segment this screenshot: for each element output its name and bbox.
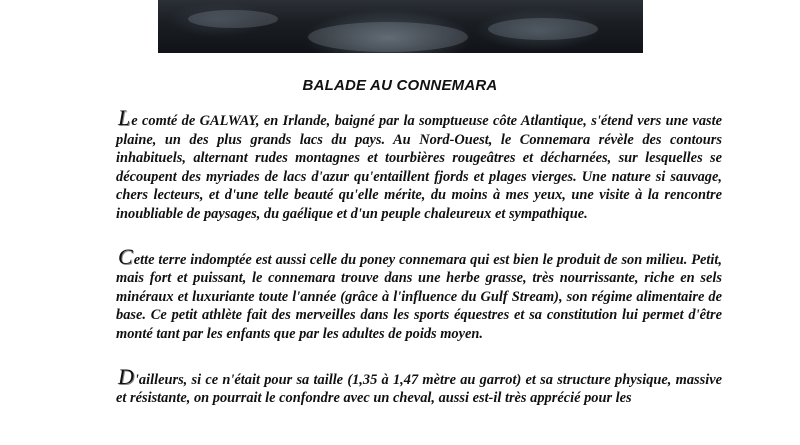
- wave-highlight: [188, 10, 278, 28]
- wave-highlight: [488, 18, 598, 40]
- document-title: BALADE AU CONNEMARA: [302, 77, 498, 94]
- wave-highlight: [308, 22, 468, 52]
- header-photo: [158, 0, 643, 53]
- paragraph-1-text: e comté de GALWAY, en Irlande, baigné par la somptueuse côte Atlantique, s'étend vers une vaste plaine, un des plus grands lacs du pays. Au Nord-Ouest, le Connemara révèle des contours inhabituels, alternant rudes montagnes et tourbières rougeâtres et décharnées, sur lesquelles se découpent des myriades de lacs d'azur qu'entaillent fjords et plages vierges. Une nature si sauvage, chers lecteurs, et d'une telle beauté qu'elle mérite, du moins à mes yeux, une visite à la rencontre inoubliable de paysages, du gaélique et d'un peuple chaleureux et sympathique.: [116, 113, 722, 222]
- paragraph-2: Cette terre indomptée est aussi celle du poney connemara qui est bien le produit de son milieu. Petit, mais fort et puissant, le connemara trouve dans une herbe grasse, très nourrissante, riche en sels minéraux et luxuriante toute l'année (grâce à l'influence du Gulf Stream), son régime alimentaire de base. Ce petit athlète fait des merveilles dans les sports équestres et sa constitution lui permet d'être monté tant par les enfants que par les adultes de poids moyen.: [116, 243, 722, 342]
- paragraph-1: Le comté de GALWAY, en Irlande, baigné par la somptueuse côte Atlantique, s'étend vers une vaste plaine, un des plus grands lacs du pays. Au Nord-Ouest, le Connemara révèle des contours inhabituels, alternant rudes montagnes et tourbières rougeâtres et décharnées, sur lesquelles se découpent des myriades de lacs d'azur qu'entaillent fjords et plages vierges. Une nature si sauvage, chers lecteurs, et d'une telle beauté qu'elle mérite, du moins à mes yeux, une visite à la rencontre inoubliable de paysages, du gaélique et d'un peuple chaleureux et sympathique.: [116, 105, 722, 222]
- paragraph-2-text: ette terre indomptée est aussi celle du poney connemara qui est bien le produit de son milieu. Petit, mais fort et puissant, le connemara trouve dans une herbe grasse, très nourrissante, riche en sels minéraux et luxuriante toute l'année (grâce à l'influence du Gulf Stream), son régime alimentaire de base. Ce petit athlète fait des merveilles dans les sports équestres et sa constitution lui permet d'être monté tant par les enfants que par les adultes de poids moyen.: [116, 251, 722, 342]
- paragraph-3: D'ailleurs, si ce n'était pour sa taille (1,35 à 1,47 mètre au garrot) et sa structure physique, massive et résistante, on pourrait le confondre avec un cheval, aussi est-il très apprécié pour les: [116, 363, 722, 407]
- document-body: [116, 105, 722, 435]
- paragraph-3-text: 'ailleurs, si ce n'était pour sa taille (1,35 à 1,47 mètre au garrot) et sa structure physique, massive et résistante, on pourrait le confondre avec un cheval, aussi est-il très apprécié pour les: [116, 371, 722, 407]
